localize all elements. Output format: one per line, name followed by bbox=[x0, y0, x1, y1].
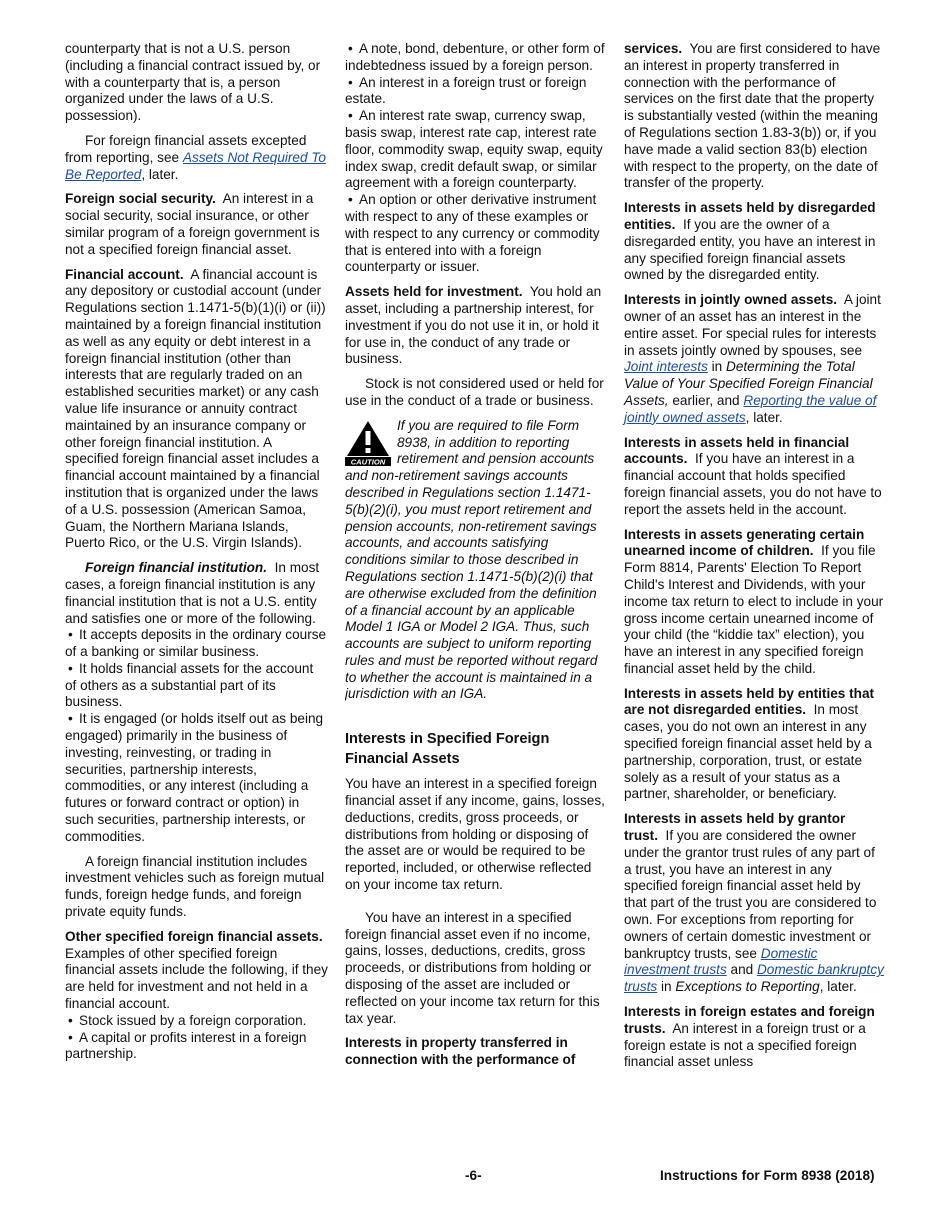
bullet-item: • An interest rate swap, currency swap, basis swap, interest rate cap, interest rate floor, commodity swap, equity swap, equity index swap, credit default swap, or similar agreement with a foreign counterparty. bbox=[345, 108, 605, 192]
bullet-item: • A capital or profits interest in a foreign partnership. bbox=[65, 1030, 328, 1064]
paragraph: You have an interest in a specified foreign financial asset even if no income, gains, losses, deductions, credits, gross proceeds, or distributions from holding or disposing of the asset are included or reflected on your income tax return for this tax year. bbox=[345, 909, 600, 1026]
section-heading: Interests in Specified Foreign Financial Assets bbox=[345, 731, 550, 768]
paragraph bbox=[624, 527, 886, 678]
page-number: -6- bbox=[465, 1168, 482, 1183]
text: If you are the owner of a disregarded entity, you have an interest in any specified foreign financial assets owned by the disregarded entity. bbox=[624, 216, 876, 283]
assets-not-required-link[interactable]: Assets Not Required To Be Reported bbox=[65, 149, 326, 182]
bullet-item: • It is engaged (or holds itself out as being engaged) primarily in the business of investing, reinvesting, or trading in securities, partnership interests, commodities, or any interest (including a futures or forward contract or option) in such securities, partnership interests, or commodities. bbox=[65, 711, 328, 845]
bullet-item: • Stock issued by a foreign corporation. bbox=[65, 1013, 328, 1030]
italic-reference: Exceptions to Reporting bbox=[675, 979, 820, 995]
paragraph: A foreign financial institution includes investment vehicles such as foreign mutual funds, foreign hedge funds, and foreign private equity funds. bbox=[65, 853, 325, 920]
domestic-bankruptcy-trusts-link[interactable]: Domestic bankruptcy trusts bbox=[624, 962, 884, 995]
bullet-item: • It holds financial assets for the account of others as a substantial part of its business. bbox=[65, 661, 328, 711]
column-left bbox=[65, 41, 328, 1063]
run-in-heading: Financial account. bbox=[65, 266, 184, 282]
run-in-heading: Interests in assets held by disregarded entities. bbox=[624, 200, 876, 232]
text: Examples of other specified foreign financial assets include the following, if they are held for investment and not held in a financial account. bbox=[65, 945, 328, 1012]
paragraph bbox=[624, 292, 886, 426]
text: A financial account is any depository or custodial account (under Regulations section 1.1471-5(b)(1)(i) or (ii)) maintained by a foreign financial institution as well as any equity or debt interest in a foreign financial institution (other than interests that are regularly traded on an established securities market) or any cash value life insurance or annuity contract maintained by an insurance company or other foreign financial institution. A specified foreign financial asset includes a financial account maintained by a financial institution that is organized under the laws of a U.S. possession (American Samoa, Guam, the Northern Mariana Islands, Puerto Rico, or the U.S. Virgin Islands). bbox=[65, 266, 326, 551]
column-middle bbox=[345, 41, 605, 1069]
run-in-heading: Interests in assets generating certain unearned income of children. bbox=[624, 526, 865, 559]
paragraph bbox=[65, 133, 328, 183]
italic-reference: Determining the Total Value of Your Specified Foreign Financial Assets, bbox=[624, 359, 873, 408]
text: If you file Form 8814, Parents' Election To Report Child's Interest and Dividends, with your income tax return to elect to include in your gross income certain unearned income of your child (the “kiddie tax” election), you have an interest in any specified foreign financial asset held by the child. bbox=[624, 543, 884, 676]
text: earlier, and bbox=[668, 392, 744, 408]
caution-note bbox=[345, 418, 605, 704]
run-in-heading: Interests in jointly owned assets. bbox=[624, 292, 838, 308]
paragraph bbox=[624, 1004, 886, 1071]
domestic-investment-trusts-link[interactable]: Domestic investment trusts bbox=[624, 945, 818, 978]
bullet-item: • An option or other derivative instrument with respect to any of these examples or with respect to any currency or commodity that is entered into with a foreign counterparty or issuer. bbox=[345, 192, 605, 276]
run-in-heading: Foreign social security. bbox=[65, 191, 216, 207]
paragraph bbox=[624, 41, 886, 192]
bullet-item: • It accepts deposits in the ordinary course of a banking or similar business. bbox=[65, 627, 328, 661]
caution-label: CAUTION bbox=[350, 457, 386, 466]
text: If you are considered the owner under the grantor trust rules of any part of a trust, you have an interest in any specified foreign financial asset held by that part of the trust you are considered to own. For exceptions from reporting for owners of certain domestic investment or bankruptcy trusts, see bbox=[624, 828, 877, 961]
paragraph: counterparty that is not a U.S. person (including a financial contract issued by, or with a counterparty that is, a person organized under the laws of a U.S. possession). bbox=[65, 41, 321, 124]
text: An interest in a social security, social insurance, or other similar program of a foreign government is not a specified foreign financial asset. bbox=[65, 191, 320, 257]
paragraph bbox=[624, 811, 886, 996]
text: in bbox=[707, 359, 727, 375]
paragraph bbox=[65, 560, 328, 627]
text: , later. bbox=[141, 166, 179, 182]
run-in-heading: Interests in assets held by grantor trust. bbox=[624, 811, 846, 844]
caution-text: If you are required to file Form 8938, in addition to reporting retirement and pension accounts and non-retirement savings accounts described in Regulations section 1.1471-5(b)(2)(i), you must report retirement and pension accounts, non-retirement savings accounts, and accounts satisfying conditions similar to those described in Regulations section 1.1471-5(b)(2)(i) that are otherwise excluded from the definition of a financial account by an applicable Model 1 IGA or Model 2 IGA. Thus, such accounts are subject to uniform reporting rules and must be reported without regard to whether the account is maintained in a jurisdiction with an IGA. bbox=[345, 417, 598, 702]
paragraph bbox=[624, 200, 886, 284]
paragraph bbox=[345, 1035, 605, 1069]
paragraph bbox=[65, 267, 328, 553]
text: An interest in a foreign trust or a foreign estate is not a specified foreign financial asset unless bbox=[624, 1020, 866, 1070]
caution-icon bbox=[345, 420, 391, 466]
run-in-heading: Interests in foreign estates and foreign trusts. bbox=[624, 1004, 875, 1036]
paragraph: You have an interest in a specified foreign financial asset if any income, gains, losses, deductions, credits, gross proceeds, or distributions from holding or disposing of the asset are or would be required to be reported, included, or otherwise reflected on your income tax return. bbox=[345, 776, 605, 893]
text: You hold an asset, including a partnership interest, for investment if you do not use it in, or hold it for use in, the conduct of any trade or business. bbox=[345, 284, 602, 367]
paragraph bbox=[65, 929, 328, 1013]
text: In most cases, a foreign financial institution is any financial institution that is not a U.S. entity and satisfies one or more of the following. bbox=[65, 560, 320, 626]
text: , later. bbox=[745, 409, 783, 425]
reporting-jointly-owned-link[interactable]: Reporting the value of jointly owned assets bbox=[624, 392, 877, 425]
run-in-heading: Interests in assets held by entities that are not disregarded entities. bbox=[624, 685, 875, 718]
text: , later. bbox=[819, 979, 857, 995]
text: You are first considered to have an interest in property transferred in connection with the performance of services on the first date that the property is substantially vested (within the meaning of Regulations section 1.83-3(b)) or, if you have made a valid section 83(b) election with respect to the property, on the date of transfer of the property. bbox=[624, 41, 881, 191]
text: If you have an interest in a financial account that holds specified foreign financial assets, you do not have to report the assets held in the account. bbox=[624, 451, 882, 517]
text: in bbox=[657, 979, 676, 995]
text: In most cases, you do not own an interest in any specified foreign financial asset held by a partnership, corporation, trust, or estate solely as a result of your status as a partner, shareholder, or beneficiary. bbox=[624, 702, 872, 802]
paragraph: Stock is not considered used or held for use in the conduct of a trade or business. bbox=[345, 376, 604, 408]
text: For foreign financial assets excepted from reporting, see bbox=[65, 132, 307, 165]
paragraph bbox=[624, 686, 886, 804]
text: A joint owner of an asset has an interest in the entire asset. For special rules for interests in assets jointly owned by spouses, see bbox=[624, 292, 881, 358]
text: and bbox=[726, 962, 757, 978]
run-in-heading: services. bbox=[624, 41, 683, 56]
run-in-heading: Other specified foreign financial assets. bbox=[65, 928, 323, 944]
bullet-item: • An interest in a foreign trust or foreign estate. bbox=[345, 75, 605, 109]
column-right bbox=[624, 41, 886, 1071]
paragraph bbox=[624, 435, 886, 519]
bullet-item: • A note, bond, debenture, or other form of indebtedness issued by a foreign person. bbox=[345, 41, 605, 75]
paragraph bbox=[345, 284, 605, 368]
run-in-heading: Assets held for investment. bbox=[345, 284, 523, 300]
form-title-footer: Instructions for Form 8938 (2018) bbox=[660, 1168, 875, 1183]
paragraph bbox=[65, 191, 328, 258]
joint-interests-link[interactable]: Joint interests bbox=[624, 359, 708, 375]
run-in-heading: Foreign financial institution. bbox=[85, 560, 268, 576]
run-in-heading: Interests in assets held in financial accounts. bbox=[624, 434, 850, 467]
run-in-heading: Interests in property transferred in connection with the performance of bbox=[345, 1035, 576, 1068]
